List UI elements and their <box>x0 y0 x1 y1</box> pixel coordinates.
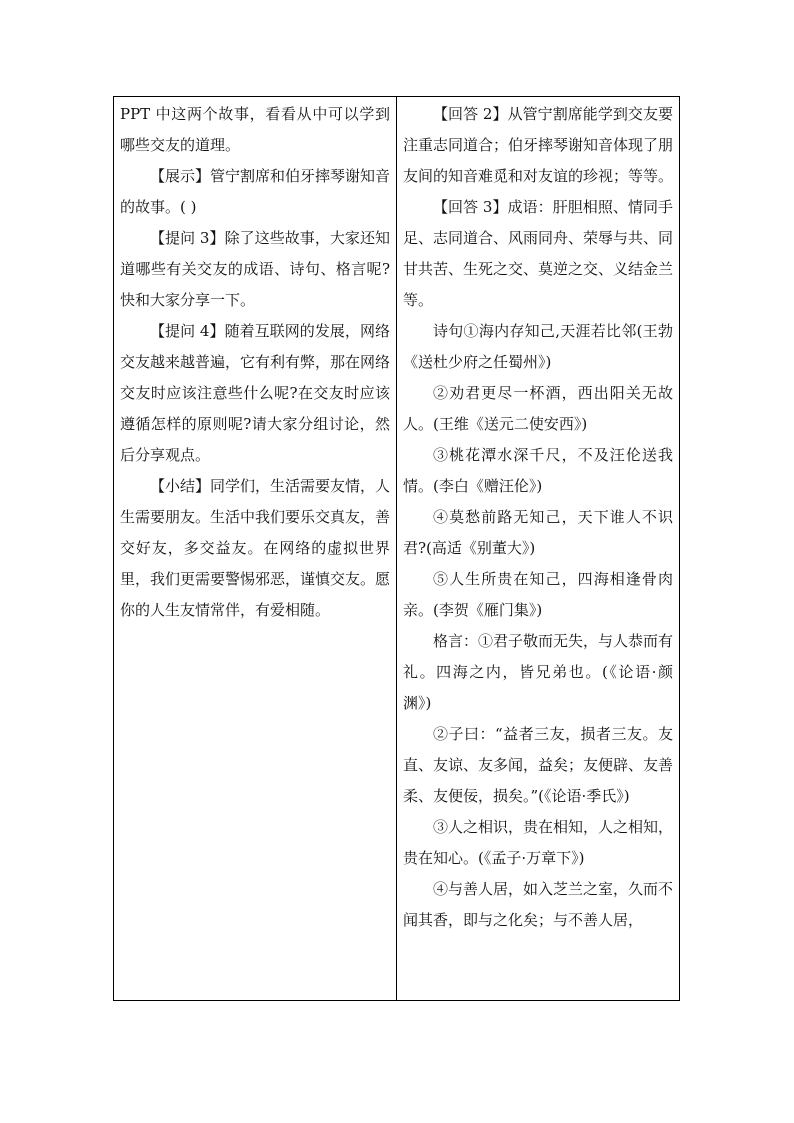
left-paragraph: PPT 中这两个故事，看看从中可以学到哪些交友的道理。 <box>120 105 390 154</box>
right-paragraph: 【回答 3】成语：肝胆相照、情同手足、志同道合、风雨同舟、荣辱与共、同甘共苦、生死之交、莫逆之交、义结金兰等。 <box>403 198 674 309</box>
right-paragraph: 【回答 2】从管宁割席能学到交友要注重志同道合；伯牙摔琴谢知音体现了朋友间的知音难觅和对友谊的珍视；等等。 <box>403 105 674 185</box>
right-paragraph: ③桃花潭水深千尺，不及汪伦送我情。(李白《赠汪伦》) <box>403 446 673 495</box>
right-paragraph: ⑤人生所贵在知己，四海相逢骨肉亲。(李贺《雁门集》) <box>403 570 673 619</box>
right-paragraph: ②子曰：“益者三友，损者三友。友直、友谅、友多闻，益矣；友便辟、友善柔、友便佞，损矣。”(《论语·季氏》) <box>403 725 674 805</box>
left-paragraph: 【提问 4】随着互联网的发展，网络交友越来越普遍，它有利有弊，那在网络交友时应该注意些什么呢?在交友时应该遵循怎样的原则呢?请大家分组讨论，然后分享观点。 <box>120 322 391 464</box>
student-activity-column <box>397 97 679 1000</box>
right-paragraph: ④与善人居，如入芝兰之室，久而不闻其香，即与之化矣；与不善人居， <box>403 880 674 929</box>
right-paragraph: 诗句①海内存知己,天涯若比邻(王勃《送杜少府之任蜀州》) <box>403 322 673 371</box>
left-paragraph: 【提问 3】除了这些故事，大家还知道哪些有关交友的成语、诗句、格言呢?快和大家分享一下。 <box>120 229 390 309</box>
right-paragraph: ③人之相识，贵在相知，人之相知，贵在知心。(《孟子·万章下》) <box>403 818 674 867</box>
teacher-activity-column <box>114 97 397 1000</box>
right-paragraph: ②劝君更尽一杯酒，西出阳关无故人。(王维《送元二使安西》) <box>403 384 673 433</box>
left-paragraph: 【展示】管宁割席和伯牙摔琴谢知音的故事。( ) <box>120 167 391 216</box>
left-paragraph: 【小结】同学们，生活需要友情，人生需要朋友。生活中我们要乐交真友，善交好友，多交益友。在网络的虚拟世界里，我们更需要警惕邪恶，谨慎交友。愿你的人生友情常伴，有爱相随。 <box>120 477 391 619</box>
right-paragraph: 格言：①君子敬而无失，与人恭而有礼。四海之内，皆兄弟也。(《论语·颜渊》) <box>403 632 674 712</box>
right-paragraph: ④莫愁前路无知己，天下谁人不识君?(高适《别董大》) <box>403 508 673 557</box>
lesson-table <box>113 96 680 1001</box>
